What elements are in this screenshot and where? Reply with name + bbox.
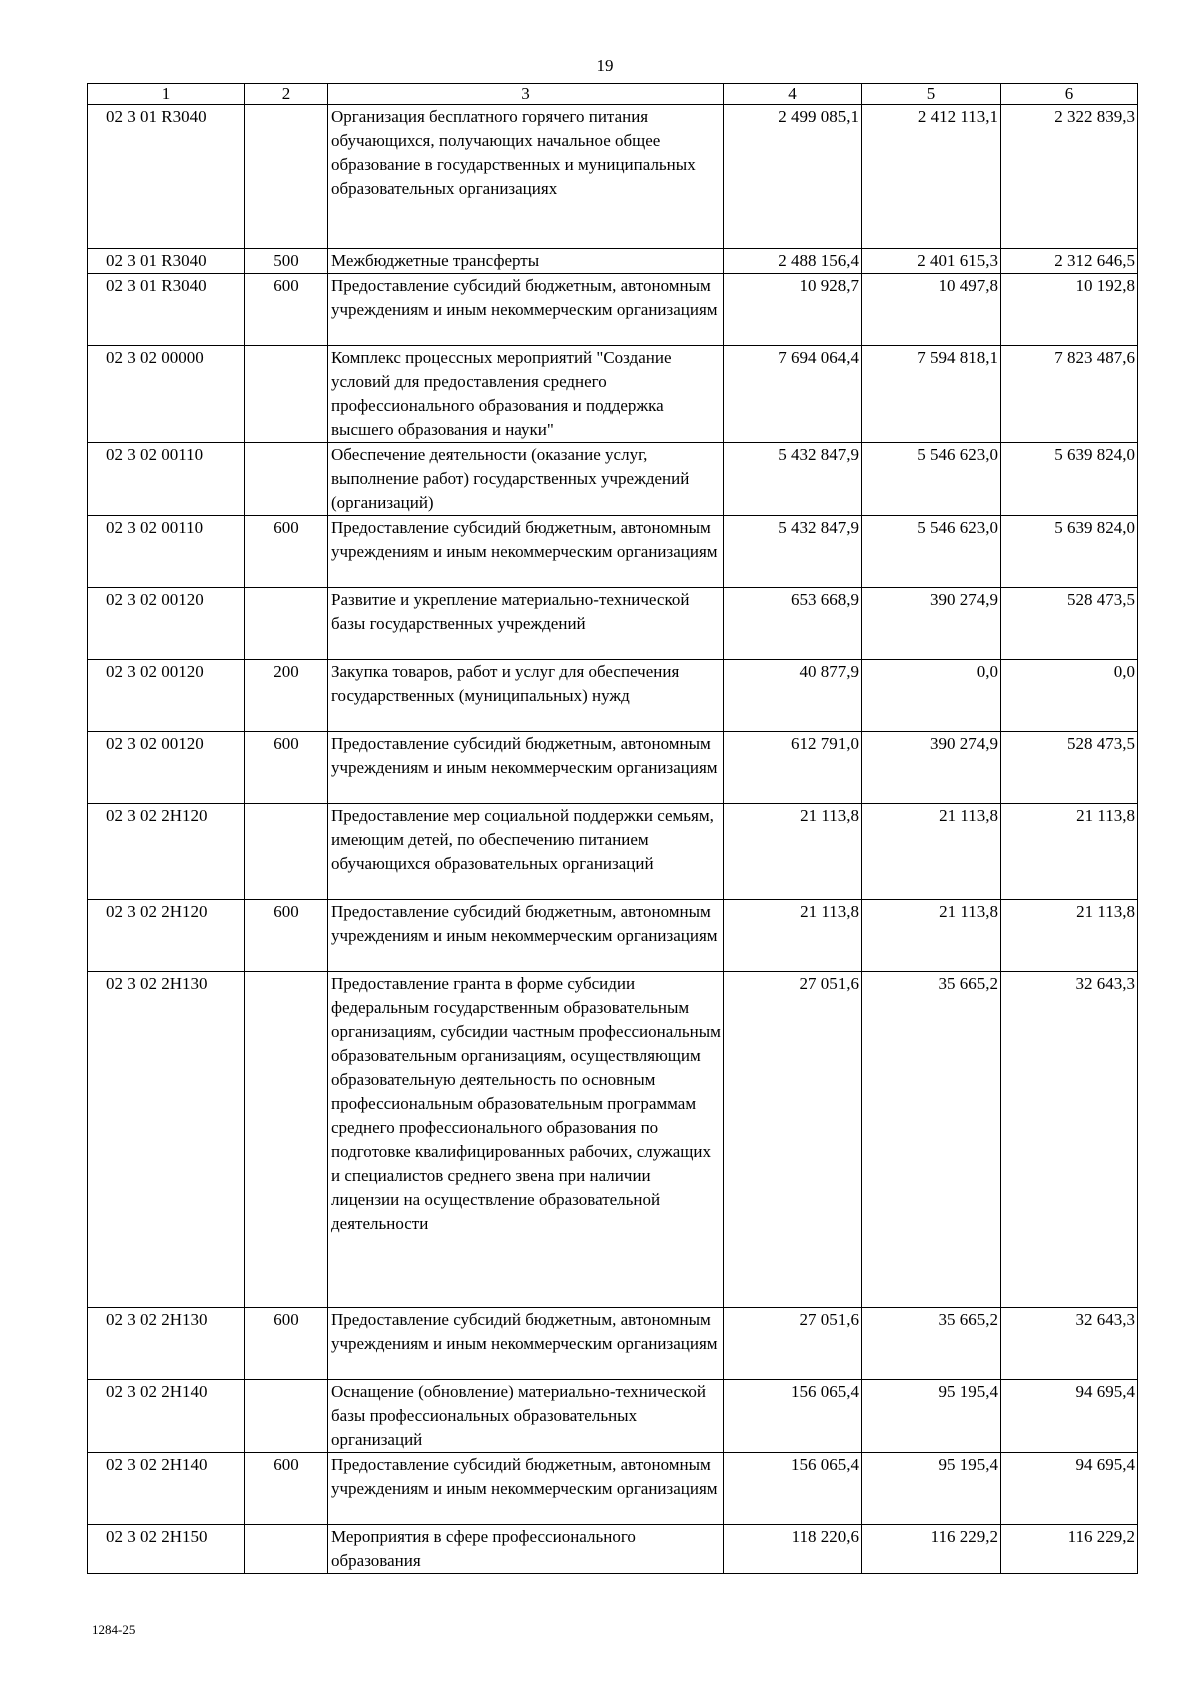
- row-amount-col6-cell: 528 473,5: [1001, 588, 1138, 660]
- row-name-cell: Оснащение (обновление) материально-технической базы профессиональных образовательных организаций: [328, 1380, 724, 1453]
- row-code-cell: 02 3 02 00110: [88, 516, 245, 588]
- table-row: [88, 249, 1138, 274]
- row-code-cell: 02 3 01 R3040: [88, 249, 245, 274]
- column-header-2: 2: [245, 84, 328, 105]
- row-amount-col5-cell: 7 594 818,1: [862, 346, 1001, 443]
- column-header-4: 4: [724, 84, 862, 105]
- row-amount-col4-cell: 5 432 847,9: [724, 516, 862, 588]
- row-name-cell: Предоставление субсидий бюджетным, автономным учреждениям и иным некоммерческим организациям: [328, 1453, 724, 1525]
- column-header-3: 3: [328, 84, 724, 105]
- table-row: [88, 972, 1138, 1308]
- row-expense-type-cell: [245, 1380, 328, 1453]
- row-code-cell: 02 3 02 00120: [88, 732, 245, 804]
- row-amount-col4-cell: 10 928,7: [724, 274, 862, 346]
- row-expense-type-cell: 600: [245, 1308, 328, 1380]
- row-name-cell: Предоставление субсидий бюджетным, автономным учреждениям и иным некоммерческим организациям: [328, 274, 724, 346]
- row-code-cell: 02 3 02 2Н120: [88, 900, 245, 972]
- row-amount-col4-cell: 40 877,9: [724, 660, 862, 732]
- row-amount-col6-cell: 21 113,8: [1001, 804, 1138, 900]
- row-name-cell: Закупка товаров, работ и услуг для обеспечения государственных (муниципальных) нужд: [328, 660, 724, 732]
- table-row: [88, 516, 1138, 588]
- row-expense-type-cell: [245, 588, 328, 660]
- row-expense-type-cell: 600: [245, 1453, 328, 1525]
- row-amount-col5-cell: 390 274,9: [862, 588, 1001, 660]
- row-code-cell: 02 3 02 2Н150: [88, 1525, 245, 1574]
- row-name-cell: Мероприятия в сфере профессионального образования: [328, 1525, 724, 1574]
- table-row: [88, 1525, 1138, 1574]
- row-amount-col5-cell: 35 665,2: [862, 1308, 1001, 1380]
- row-expense-type-cell: 600: [245, 274, 328, 346]
- row-amount-col4-cell: 156 065,4: [724, 1453, 862, 1525]
- row-expense-type-cell: [245, 1525, 328, 1574]
- row-amount-col6-cell: 94 695,4: [1001, 1453, 1138, 1525]
- row-amount-col6-cell: 32 643,3: [1001, 972, 1138, 1308]
- row-amount-col5-cell: 35 665,2: [862, 972, 1001, 1308]
- row-amount-col5-cell: 95 195,4: [862, 1453, 1001, 1525]
- row-code-cell: 02 3 02 2Н130: [88, 1308, 245, 1380]
- row-name-cell: Предоставление субсидий бюджетным, автономным учреждениям и иным некоммерческим организациям: [328, 732, 724, 804]
- row-amount-col6-cell: 32 643,3: [1001, 1308, 1138, 1380]
- table-row: [88, 346, 1138, 443]
- row-amount-col5-cell: 5 546 623,0: [862, 516, 1001, 588]
- row-amount-col4-cell: 2 488 156,4: [724, 249, 862, 274]
- table-row: [88, 1453, 1138, 1525]
- row-amount-col5-cell: 21 113,8: [862, 804, 1001, 900]
- row-amount-col6-cell: 0,0: [1001, 660, 1138, 732]
- table-row: [88, 105, 1138, 249]
- row-amount-col6-cell: 94 695,4: [1001, 1380, 1138, 1453]
- budget-table: [87, 83, 1138, 1574]
- row-code-cell: 02 3 02 00000: [88, 346, 245, 443]
- table-row: [88, 274, 1138, 346]
- row-amount-col4-cell: 653 668,9: [724, 588, 862, 660]
- table-row: [88, 900, 1138, 972]
- page-number: 19: [596, 56, 614, 75]
- column-header-6: 6: [1001, 84, 1138, 105]
- row-expense-type-cell: [245, 443, 328, 516]
- row-amount-col4-cell: 7 694 064,4: [724, 346, 862, 443]
- row-code-cell: 02 3 02 2Н120: [88, 804, 245, 900]
- row-expense-type-cell: 600: [245, 516, 328, 588]
- table-row: [88, 660, 1138, 732]
- row-amount-col6-cell: 10 192,8: [1001, 274, 1138, 346]
- row-amount-col5-cell: 0,0: [862, 660, 1001, 732]
- row-amount-col4-cell: 5 432 847,9: [724, 443, 862, 516]
- row-expense-type-cell: [245, 804, 328, 900]
- row-expense-type-cell: 500: [245, 249, 328, 274]
- document-id: 1284-25: [92, 1622, 136, 1637]
- row-amount-col5-cell: 390 274,9: [862, 732, 1001, 804]
- row-code-cell: 02 3 02 00120: [88, 660, 245, 732]
- table-row: [88, 1308, 1138, 1380]
- row-code-cell: 02 3 02 00120: [88, 588, 245, 660]
- row-name-cell: Предоставление гранта в форме субсидии федеральным государственным образовательным организациям, субсидии частным профессиональным образовательным организациям, осуществляющим образовательную деятельность по основным профессиональным образовательным программам среднего профессионального образования по подготовке квалифицированных рабочих, служащих и специалистов среднего звена при наличии лицензии на осуществление образовательной деятельности: [328, 972, 724, 1308]
- row-code-cell: 02 3 02 2Н140: [88, 1453, 245, 1525]
- row-expense-type-cell: [245, 972, 328, 1308]
- table-row: [88, 1380, 1138, 1453]
- row-expense-type-cell: [245, 105, 328, 249]
- row-name-cell: Предоставление субсидий бюджетным, автономным учреждениям и иным некоммерческим организациям: [328, 900, 724, 972]
- row-amount-col5-cell: 116 229,2: [862, 1525, 1001, 1574]
- row-amount-col4-cell: 118 220,6: [724, 1525, 862, 1574]
- row-name-cell: Предоставление субсидий бюджетным, автономным учреждениям и иным некоммерческим организациям: [328, 1308, 724, 1380]
- row-amount-col5-cell: 2 412 113,1: [862, 105, 1001, 249]
- column-header-1: 1: [88, 84, 245, 105]
- row-code-cell: 02 3 02 2Н130: [88, 972, 245, 1308]
- row-code-cell: 02 3 02 2Н140: [88, 1380, 245, 1453]
- column-number-row: [88, 84, 1138, 105]
- budget-table-body: [88, 84, 1138, 1574]
- row-code-cell: 02 3 01 R3040: [88, 105, 245, 249]
- row-expense-type-cell: 600: [245, 900, 328, 972]
- row-amount-col4-cell: 612 791,0: [724, 732, 862, 804]
- row-name-cell: Предоставление субсидий бюджетным, автономным учреждениям и иным некоммерческим организациям: [328, 516, 724, 588]
- table-row: [88, 588, 1138, 660]
- row-amount-col4-cell: 21 113,8: [724, 900, 862, 972]
- row-name-cell: Комплекс процессных мероприятий "Создание условий для предоставления среднего профессионального образования и поддержка высшего образования и науки": [328, 346, 724, 443]
- row-expense-type-cell: 600: [245, 732, 328, 804]
- table-row: [88, 443, 1138, 516]
- row-amount-col6-cell: 2 312 646,5: [1001, 249, 1138, 274]
- row-amount-col6-cell: 2 322 839,3: [1001, 105, 1138, 249]
- row-amount-col6-cell: 5 639 824,0: [1001, 516, 1138, 588]
- row-amount-col6-cell: 7 823 487,6: [1001, 346, 1138, 443]
- row-amount-col4-cell: 156 065,4: [724, 1380, 862, 1453]
- row-code-cell: 02 3 02 00110: [88, 443, 245, 516]
- row-code-cell: 02 3 01 R3040: [88, 274, 245, 346]
- row-amount-col6-cell: 21 113,8: [1001, 900, 1138, 972]
- row-amount-col4-cell: 2 499 085,1: [724, 105, 862, 249]
- row-expense-type-cell: [245, 346, 328, 443]
- row-amount-col5-cell: 21 113,8: [862, 900, 1001, 972]
- table-row: [88, 732, 1138, 804]
- row-amount-col5-cell: 5 546 623,0: [862, 443, 1001, 516]
- row-amount-col4-cell: 27 051,6: [724, 1308, 862, 1380]
- row-amount-col6-cell: 116 229,2: [1001, 1525, 1138, 1574]
- row-name-cell: Межбюджетные трансферты: [328, 249, 724, 274]
- row-amount-col5-cell: 2 401 615,3: [862, 249, 1001, 274]
- row-name-cell: Развитие и укрепление материально-технической базы государственных учреждений: [328, 588, 724, 660]
- row-name-cell: Обеспечение деятельности (оказание услуг, выполнение работ) государственных учреждений (организаций): [328, 443, 724, 516]
- row-amount-col5-cell: 95 195,4: [862, 1380, 1001, 1453]
- row-amount-col5-cell: 10 497,8: [862, 274, 1001, 346]
- row-amount-col6-cell: 528 473,5: [1001, 732, 1138, 804]
- row-name-cell: Предоставление мер социальной поддержки семьям, имеющим детей, по обеспечению питанием обучающихся образовательных организаций: [328, 804, 724, 900]
- table-row: [88, 804, 1138, 900]
- row-expense-type-cell: 200: [245, 660, 328, 732]
- row-name-cell: Организация бесплатного горячего питания обучающихся, получающих начальное общее образование в государственных и муниципальных образовательных организациях: [328, 105, 724, 249]
- row-amount-col4-cell: 21 113,8: [724, 804, 862, 900]
- column-header-5: 5: [862, 84, 1001, 105]
- row-amount-col6-cell: 5 639 824,0: [1001, 443, 1138, 516]
- row-amount-col4-cell: 27 051,6: [724, 972, 862, 1308]
